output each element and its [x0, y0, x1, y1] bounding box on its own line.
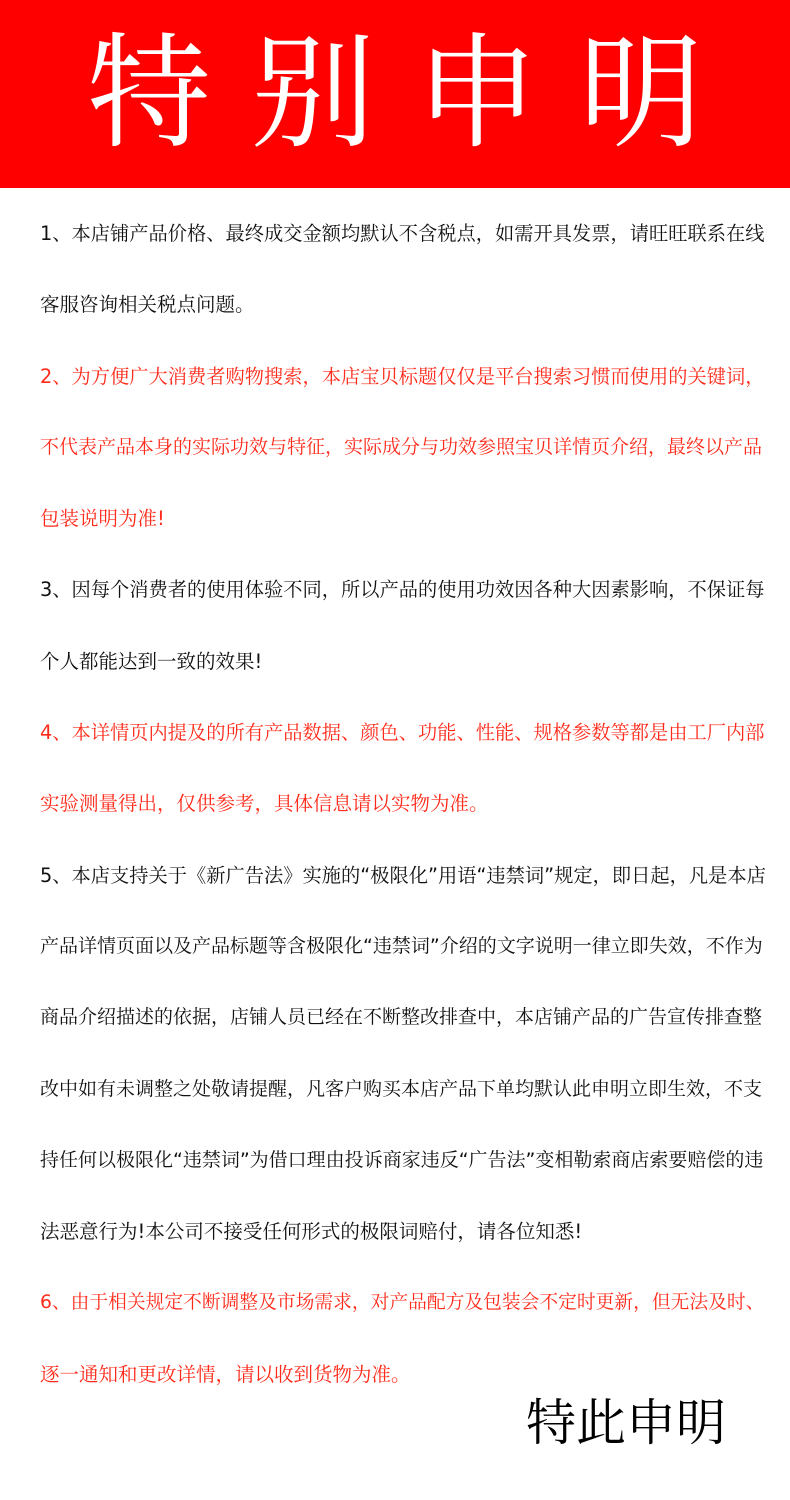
signature: 特此申明 — [526, 1394, 726, 1452]
text-line: 持任何以极限化“违禁词”为借口理由投诉商家违反“广告法”变相勒索商店索要赔偿的违 — [40, 1148, 764, 1171]
declaration-item-6 — [40, 1267, 770, 1410]
text-line: 2、为方便广大消费者购物搜索，本店宝贝标题仅仅是平台搜索习惯而使用的关键词， — [40, 364, 765, 388]
declaration-item-4 — [40, 697, 770, 840]
text-line: 法恶意行为!本公司不接受任何形式的极限词赔付，请各位知悉! — [40, 1220, 583, 1244]
text-line: 逐一通知和更改详情，请以收到货物为准。 — [40, 1362, 411, 1386]
declaration-body — [40, 198, 770, 1410]
text-line: 5、本店支持关于《新广告法》实施的“极限化”用语“违禁词”规定，即日起，凡是本店 — [40, 863, 766, 887]
page-title: 特别申明 — [86, 22, 743, 166]
text-line: 个人都能达到一致的效果! — [40, 649, 263, 673]
text-line: 改中如有未调整之处敬请提醒，凡客户购买本店产品下单均默认此申明立即生效，不支 — [40, 1077, 763, 1100]
declaration-item-3 — [40, 554, 770, 697]
text-line: 不代表产品本身的实际功效与特征，实际成分与功效参照宝贝详情页介绍，最终以产品 — [40, 435, 763, 458]
declaration-item-2 — [40, 341, 770, 555]
text-line: 实验测量得出，仅供参考，具体信息请以实物为准。 — [40, 792, 489, 816]
text-line: 4、本详情页内提及的所有产品数据、颜色、功能、性能、规格参数等都是由工厂内部 — [40, 721, 765, 745]
declaration-item-1 — [40, 198, 770, 341]
declaration-item-5 — [40, 840, 770, 1268]
text-line: 3、因每个消费者的使用体验不同，所以产品的使用功效因各种大因素影响，不保证每 — [40, 578, 765, 602]
header-banner — [0, 0, 790, 188]
text-line: 产品详情页面以及产品标题等含极限化“违禁词”介绍的文字说明一律立即失效，不作为 — [40, 934, 763, 957]
text-line: 包装说明为准! — [40, 507, 165, 531]
text-line: 客服咨询相关税点问题。 — [40, 293, 255, 317]
text-line: 6、由于相关规定不断调整及市场需求，对产品配方及包装会不定时更新，但无法及时、 — [40, 1292, 765, 1314]
text-line: 商品介绍描述的依据，店铺人员已经在不断整改排查中，本店铺产品的广告宣传排查整 — [40, 1006, 763, 1029]
text-line: 1、本店铺产品价格、最终成交金额均默认不含税点，如需开具发票，请旺旺联系在线 — [40, 222, 765, 245]
